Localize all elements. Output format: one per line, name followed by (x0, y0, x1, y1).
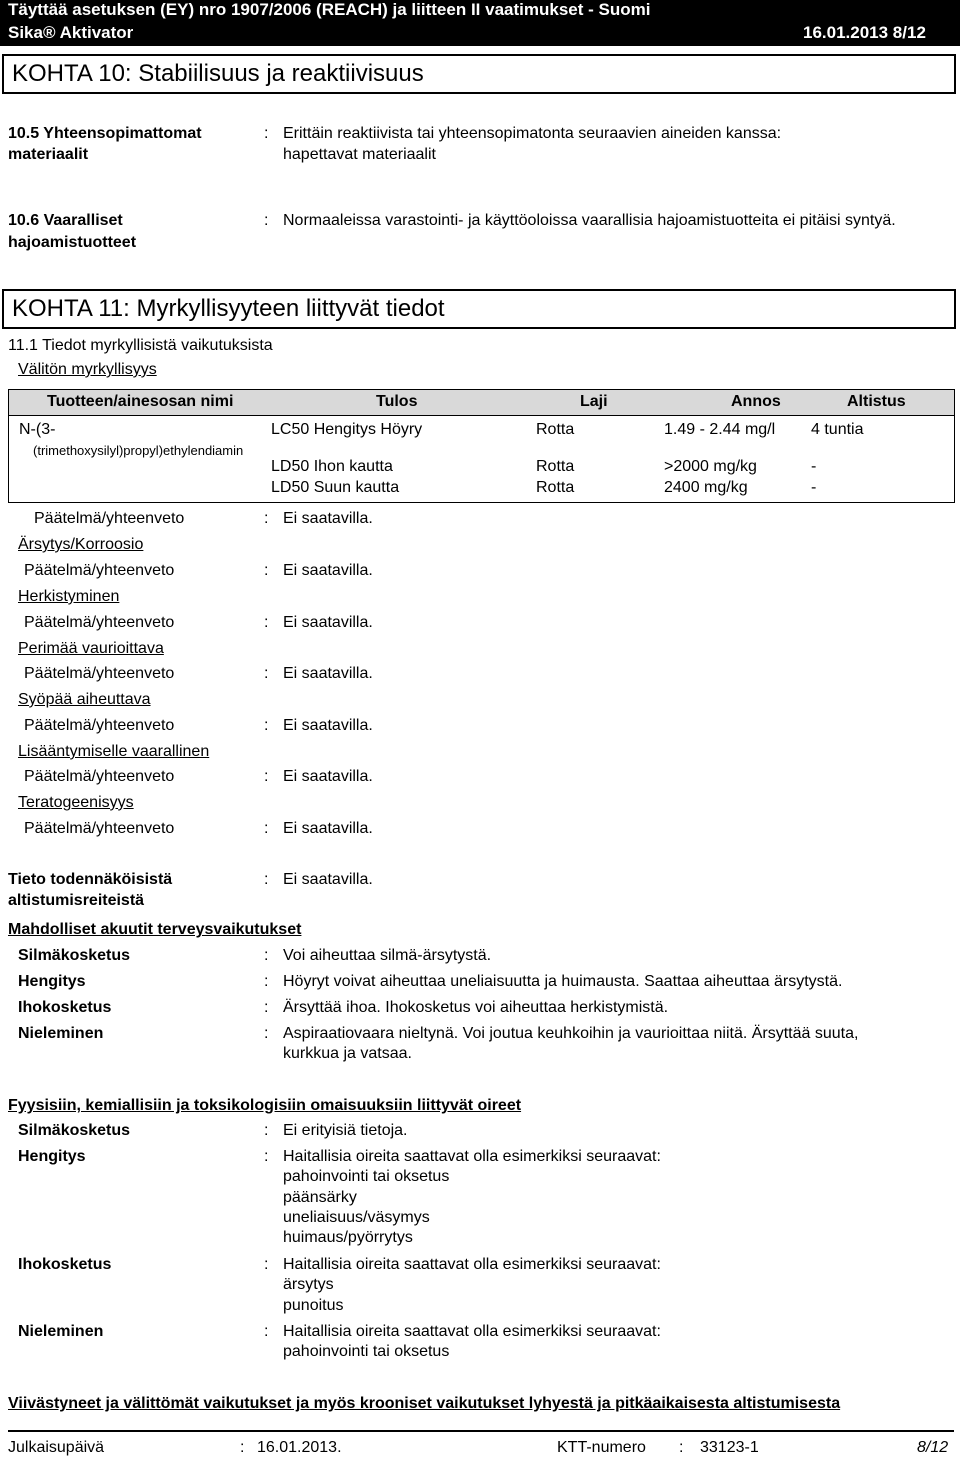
conclusion-value: Ei saatavilla. (283, 665, 373, 682)
likely-routes-label-1: Tieto todennäköisistä (8, 871, 173, 888)
conclusion-label: Päätelmä/yhteenveto (24, 768, 175, 785)
effect-value: Ärsyttää ihoa. Ihokosketus voi aiheuttaa herkistymistä. (283, 999, 669, 1016)
s10-6-colon: : (264, 212, 269, 229)
colon: : (264, 1323, 269, 1340)
colon: : (264, 510, 269, 527)
document-header (0, 0, 960, 46)
substance-name-2: (trimethoxysilyl)propyl)ethylendiamin (33, 443, 244, 458)
footer-divider (8, 1430, 954, 1432)
col-header-result: Tulos (376, 393, 418, 410)
section-11-title: KOHTA 11: Myrkyllisyyteen liittyvät tiedot (2, 289, 956, 329)
colon: : (264, 999, 269, 1016)
table-cell-exposure: 4 tuntia (811, 421, 864, 438)
toxicity-table (8, 389, 955, 503)
symptom-value: Haitallisia oireita saattavat olla esimerkiksi seuraavat: (283, 1148, 661, 1165)
date-and-page: 16.01.2013 8/12 (803, 23, 926, 42)
category-heading: Lisääntymiselle vaarallinen (18, 743, 210, 760)
table-cell-exposure: - (811, 479, 817, 496)
symptom-value: huimaus/pyörrytys (283, 1229, 413, 1246)
table-cell-dose: 2400 mg/kg (664, 479, 748, 496)
symptom-label: Ihokosketus (18, 1256, 112, 1273)
acute-effects-heading: Mahdolliset akuutit terveysvaikutukset (8, 921, 302, 938)
conclusion-value: Ei saatavilla. (283, 614, 373, 631)
s10-5-value-2: hapettavat materiaalit (283, 146, 436, 163)
col-header-name: Tuotteen/ainesosan nimi (47, 393, 234, 410)
s10-5-value-1: Erittäin reaktiivista tai yhteensopimatonta seuraavien aineiden kanssa: (283, 125, 782, 142)
symptom-value: Ei erityisiä tietoja. (283, 1122, 408, 1139)
regulation-line: Täyttää asetuksen (EY) nro 1907/2006 (REACH) ja liitteen II vaatimukset - Suomi (8, 0, 651, 19)
s11-1-title: 11.1 Tiedot myrkyllisistä vaikutuksista (8, 337, 273, 354)
s10-6-label-2: hajoamistuotteet (8, 234, 137, 251)
product-name: Sika® Aktivator (8, 23, 134, 42)
page-number: 8/12 (917, 1439, 949, 1456)
ktt-number-label: KTT-numero (557, 1439, 646, 1456)
symptom-value: ärsytys (283, 1276, 334, 1293)
conclusion-value: Ei saatavilla. (283, 717, 373, 734)
colon: : (264, 947, 269, 964)
conclusion-label: Päätelmä/yhteenveto (24, 717, 175, 734)
effect-value: Voi aiheuttaa silmä-ärsytystä. (283, 947, 492, 964)
publication-date-value: 16.01.2013. (257, 1439, 342, 1456)
effect-label: Ihokosketus (18, 999, 112, 1016)
category-heading: Teratogeenisyys (18, 794, 134, 811)
effect-value: Höyryt voivat aiheuttaa uneliaisuutta ja huimausta. Saattaa aiheuttaa ärsytystä. (283, 973, 843, 990)
table-cell-dose: 1.49 - 2.44 mg/l (664, 421, 776, 438)
col-header-dose: Annos (731, 393, 781, 410)
category-heading: Syöpää aiheuttava (18, 691, 151, 708)
table-cell-dose: >2000 mg/kg (664, 458, 757, 475)
colon: : (264, 1148, 269, 1165)
symptom-label: Nieleminen (18, 1323, 104, 1340)
colon: : (264, 614, 269, 631)
table-header-row (9, 390, 954, 416)
table-cell-species: Rotta (536, 421, 575, 438)
symptom-value: päänsärky (283, 1189, 357, 1206)
symptom-value: Haitallisia oireita saattavat olla esimerkiksi seuraavat: (283, 1323, 661, 1340)
table-cell-exposure: - (811, 458, 817, 475)
colon: : (264, 820, 269, 837)
conclusion-label: Päätelmä/yhteenveto (34, 510, 185, 527)
table-cell-result: LD50 Suun kautta (271, 479, 400, 496)
s10-6-label-1: 10.6 Vaaralliset (8, 212, 123, 229)
colon: : (264, 1025, 269, 1042)
colon: : (264, 871, 269, 888)
category-heading: Ärsytys/Korroosio (18, 536, 144, 553)
conclusion-value: Ei saatavilla. (283, 562, 373, 579)
symptom-value: pahoinvointi tai oksetus (283, 1168, 450, 1185)
effect-label: Nieleminen (18, 1025, 104, 1042)
symptom-value: punoitus (283, 1297, 344, 1314)
conclusion-label: Päätelmä/yhteenveto (24, 665, 175, 682)
conclusion-value: Ei saatavilla. (283, 510, 373, 527)
colon: : (264, 665, 269, 682)
publication-date-label: Julkaisupäivä (8, 1439, 105, 1456)
symptom-value: Haitallisia oireita saattavat olla esimerkiksi seuraavat: (283, 1256, 661, 1273)
conclusion-label: Päätelmä/yhteenveto (24, 562, 175, 579)
col-header-exposure: Altistus (847, 393, 906, 410)
s10-5-label-1: 10.5 Yhteensopimattomat (8, 125, 202, 142)
colon: : (264, 562, 269, 579)
table-cell-result: LC50 Hengitys Höyry (271, 421, 423, 438)
substance-name-1: N-(3- (19, 421, 56, 438)
category-heading: Perimää vaurioittava (18, 640, 164, 657)
conclusion-label: Päätelmä/yhteenveto (24, 820, 175, 837)
symptoms-heading: Fyysisiin, kemiallisiin ja toksikologisiin omaisuuksiin liittyvät oireet (8, 1097, 522, 1114)
effect-value: Aspiraatiovaara nieltynä. Voi joutua keuhkoihin ja vaurioittaa niitä. Ärsyttää suuta, (283, 1025, 859, 1042)
symptom-label: Hengitys (18, 1148, 86, 1165)
conclusion-label: Päätelmä/yhteenveto (24, 614, 175, 631)
symptom-value: pahoinvointi tai oksetus (283, 1343, 450, 1360)
colon: : (264, 768, 269, 785)
colon: : (264, 717, 269, 734)
colon: : (264, 973, 269, 990)
conclusion-value: Ei saatavilla. (283, 768, 373, 785)
conclusion-value: Ei saatavilla. (283, 820, 373, 837)
symptom-value: uneliaisuus/väsymys (283, 1209, 430, 1226)
col-header-species: Laji (580, 393, 608, 410)
table-cell-result: LD50 Ihon kautta (271, 458, 393, 475)
s10-6-value: Normaaleissa varastointi- ja käyttöoloissa vaarallisia hajoamistuotteita ei pitäisi syntyä. (283, 212, 896, 229)
effect-value: kurkkua ja vatsaa. (283, 1045, 412, 1062)
effect-label: Silmäkosketus (18, 947, 131, 964)
symptom-label: Silmäkosketus (18, 1122, 131, 1139)
acute-toxicity-heading: Välitön myrkyllisyys (18, 361, 157, 378)
colon: : (264, 1122, 269, 1139)
likely-routes-label-2: altistumisreiteistä (8, 892, 145, 909)
section-10-title: KOHTA 10: Stabiilisuus ja reaktiivisuus (2, 54, 956, 94)
delayed-effects-heading: Viivästyneet ja välittömät vaikutukset ja myös krooniset vaikutukset lyhyestä ja pitkäaikaisesta altistumisesta (8, 1395, 841, 1412)
table-cell-species: Rotta (536, 458, 575, 475)
likely-routes-value: Ei saatavilla. (283, 871, 373, 888)
colon: : (264, 1256, 269, 1273)
s10-5-colon: : (264, 125, 269, 142)
ktt-number-value: 33123-1 (700, 1439, 759, 1456)
table-cell-species: Rotta (536, 479, 575, 496)
colon: : (679, 1439, 684, 1456)
s10-5-label-2: materiaalit (8, 146, 89, 163)
category-heading: Herkistyminen (18, 588, 120, 605)
colon: : (240, 1439, 245, 1456)
effect-label: Hengitys (18, 973, 86, 990)
